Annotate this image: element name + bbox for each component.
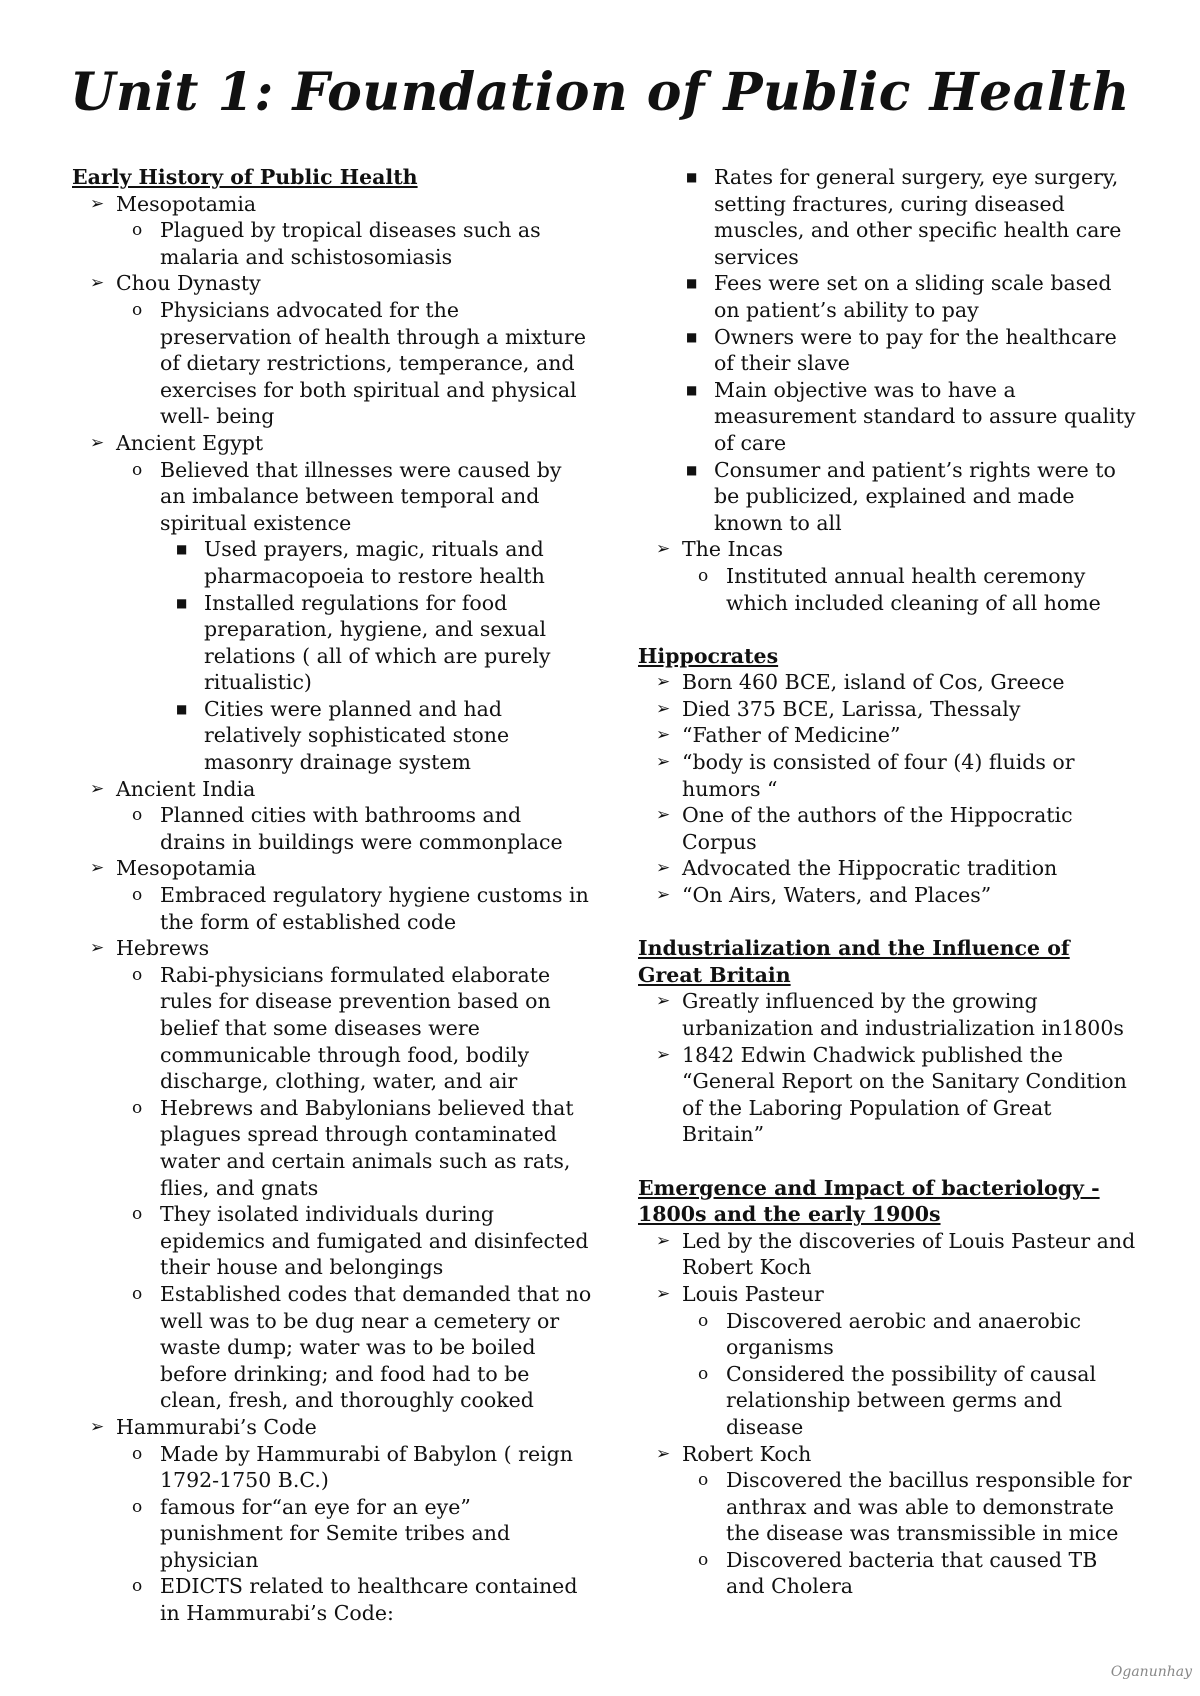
arrow-bullet-icon: ➢ bbox=[656, 858, 671, 879]
list-item: o Embraced regulatory hygiene customs in the form of established code bbox=[132, 883, 589, 934]
arrow-bullet-icon: ➢ bbox=[656, 539, 671, 560]
page-title: Unit 1: Foundation of Public Health bbox=[70, 62, 1130, 123]
square-bullet-icon: ■ bbox=[686, 329, 698, 344]
list-item: ■ Rates for general surgery, eye surgery, setting fractures, curing diseased muscles, and other specific health care services bbox=[686, 165, 1122, 269]
list-item: o Planned cities with bathrooms and drains in buildings were commonplace bbox=[132, 803, 563, 854]
circle-bullet-icon: o bbox=[698, 1470, 709, 1491]
arrow-bullet-icon: ➢ bbox=[656, 752, 671, 773]
arrow-bullet-icon: ➢ bbox=[656, 1443, 671, 1464]
arrow-bullet-icon: ➢ bbox=[656, 672, 671, 693]
industrialization-list bbox=[638, 988, 1138, 1148]
square-bullet-icon: ■ bbox=[176, 701, 188, 716]
list-item: ■ Consumer and patient’s rights were to be publicized, explained and made known to all bbox=[686, 457, 1116, 535]
list-item: ➢ Mesopotamia o Embraced regulatory hygiene customs in the form of established code bbox=[72, 855, 592, 935]
list-item: ➢ Hammurabi’s Code o Made by Hammurabi of Babylon ( reign 1792-1750 B.C.) o famous for“an eye for an eye” punishment for Semite tribes and physician o EDICTS related to healthcare contained in Hammurabi’s Code: bbox=[72, 1414, 592, 1627]
square-bullet-icon: ■ bbox=[686, 276, 698, 291]
arrow-bullet-icon: ➢ bbox=[656, 1283, 671, 1304]
circle-bullet-icon: o bbox=[132, 220, 143, 241]
section-heading-bacteriology: Emergence and Impact of bacteriology - 1800s and the early 1900s bbox=[638, 1175, 1100, 1227]
incas-list bbox=[638, 536, 1138, 616]
circle-bullet-icon: o bbox=[698, 565, 709, 586]
list-item: ➢ “On Airs, Waters, and Places” bbox=[656, 883, 992, 908]
arrow-bullet-icon: ➢ bbox=[90, 193, 105, 214]
circle-bullet-icon: o bbox=[698, 1549, 709, 1570]
list-item: ➢ One of the authors of the Hippocratic Corpus bbox=[656, 803, 1073, 854]
list-item: o Plagued by tropical diseases such as malaria and schistosomiasis bbox=[132, 218, 541, 269]
list-item: o famous for“an eye for an eye” punishment for Semite tribes and physician bbox=[132, 1494, 511, 1572]
early-history-list bbox=[72, 191, 592, 1627]
list-item: o EDICTS related to healthcare contained in Hammurabi’s Code: bbox=[132, 1574, 578, 1626]
list-item: ➢ Robert Koch o Discovered the bacillus responsible for anthrax and was able to demonstrate the disease was transmissible in mice o Discovered bacteria that caused TB and Cholera bbox=[638, 1441, 1138, 1601]
arrow-bullet-icon: ➢ bbox=[90, 1416, 105, 1437]
list-item: o Established codes that demanded that no well was to be dug near a cemetery or waste dump; water was to be boiled before drinking; and food had to be clean, fresh, and thoroughly cooked bbox=[132, 1281, 592, 1413]
arrow-bullet-icon: ➢ bbox=[90, 858, 105, 879]
arrow-bullet-icon: ➢ bbox=[656, 725, 671, 746]
section-heading-industrialization: Industrialization and the Influence of Great Britain bbox=[638, 936, 1070, 987]
list-item: ➢ “body is consisted of four (4) fluids or humors “ bbox=[656, 750, 1075, 801]
list-item: ➢ Chou Dynasty o Physicians advocated for the preservation of health through a mixture of dietary restrictions, temperance, and exercises for both spiritual and physical well- being bbox=[72, 270, 592, 430]
circle-bullet-icon: o bbox=[132, 885, 143, 906]
circle-bullet-icon: o bbox=[132, 1204, 143, 1225]
edicts-list bbox=[638, 164, 1138, 536]
list-item: ➢ Led by the discoveries of Louis Pasteur and Robert Koch bbox=[656, 1228, 1136, 1280]
list-item: ➢ 1842 Edwin Chadwick published the “General Report on the Sanitary Condition of the Laboring Population of Great Britain” bbox=[656, 1042, 1127, 1147]
list-item: o Instituted annual health ceremony which included cleaning of all home bbox=[698, 563, 1101, 615]
list-item: ■ Owners were to pay for the healthcare of their slave bbox=[686, 324, 1117, 376]
arrow-bullet-icon: ➢ bbox=[656, 1044, 671, 1065]
bacteriology-list bbox=[638, 1228, 1138, 1600]
arrow-bullet-icon: ➢ bbox=[656, 991, 671, 1012]
section-heading-early-history: Early History of Public Health bbox=[72, 165, 418, 189]
circle-bullet-icon: o bbox=[132, 1443, 143, 1464]
list-item: ➢ Died 375 BCE, Larissa, Thessaly bbox=[656, 696, 1021, 721]
list-item: ➢ Ancient India o Planned cities with bathrooms and drains in buildings were commonplace bbox=[72, 776, 592, 856]
circle-bullet-icon: o bbox=[132, 459, 143, 480]
list-item: ■ Main objective was to have a measurement standard to assure quality of care bbox=[686, 377, 1136, 455]
list-item: ➢ Hebrews o Rabi-physicians formulated elaborate rules for disease prevention based on belief that some diseases were communicable through food, bodily discharge, clothing, water, and air o Hebrews and Babylonians believed that plagues spread through contaminated water and certain animals such as rats, flies, and gnats o They isolated individuals during epidemics and fumigated and disinfected their house and belongings o Established codes that demanded that no well was to be dug near a cemetery or waste dump; water was to be boiled before drinking; and food had to be clean, fresh, and thoroughly cooked bbox=[90, 936, 592, 1413]
list-item: ➢ Advocated the Hippocratic tradition bbox=[656, 856, 1058, 881]
arrow-bullet-icon: ➢ bbox=[656, 805, 671, 826]
arrow-bullet-icon: ➢ bbox=[90, 432, 105, 453]
circle-bullet-icon: o bbox=[132, 1576, 143, 1597]
list-item: ➢ Mesopotamia o Plagued by tropical diseases such as malaria and schistosomiasis bbox=[72, 191, 592, 271]
arrow-bullet-icon: ➢ bbox=[90, 778, 105, 799]
list-item: o Believed that illnesses were caused by an imbalance between temporal and spiritual existence ■ Used prayers, magic, rituals and pharmacopoeia to restore health ■ Installed regulations for food preparation, hygiene, and sexual relations ( all of which are purely ritualistic) ■ Cities were planned and had relatively sophisticated stone masonry drainage system bbox=[116, 457, 592, 776]
circle-bullet-icon: o bbox=[132, 299, 143, 320]
list-item: o Discovered bacteria that caused TB and Cholera bbox=[698, 1547, 1098, 1599]
list-item: ➢ Louis Pasteur o Discovered aerobic and anaerobic organisms o Considered the possibility of causal relationship between germs and disease bbox=[638, 1281, 1138, 1441]
square-bullet-icon: ■ bbox=[176, 542, 188, 557]
list-item: ■ Used prayers, magic, rituals and pharmacopoeia to restore health bbox=[176, 537, 545, 588]
section-heading-hippocrates: Hippocrates bbox=[638, 643, 779, 668]
circle-bullet-icon: o bbox=[132, 1097, 143, 1118]
square-bullet-icon: ■ bbox=[176, 595, 188, 610]
signature: Oganunhay bbox=[1110, 1664, 1192, 1680]
circle-bullet-icon: o bbox=[698, 1363, 709, 1384]
arrow-bullet-icon: ➢ bbox=[656, 698, 671, 719]
arrow-bullet-icon: ➢ bbox=[656, 885, 671, 906]
list-item: o Considered the possibility of causal relationship between germs and disease bbox=[698, 1361, 1097, 1439]
list-item: ➢ Ancient Egypt o Believed that illnesses were caused by an imbalance between temporal and spiritual existence ■ Used prayers, magic, rituals and pharmacopoeia to restore health ■ Installed regulations for food preparation, hygiene, and sexual relations ( all of which are purely ritualistic) ■ Cities were planned and had relatively sophisticated stone masonry drainage system bbox=[72, 430, 592, 776]
list-item: o Physicians advocated for the preservation of health through a mixture of dietary restrictions, temperance, and exercises for both spiritual and physical well- being bbox=[132, 297, 586, 429]
hippocrates-list bbox=[638, 669, 1138, 908]
list-item: o They isolated individuals during epidemics and fumigated and disinfected their house and belongings bbox=[132, 1202, 589, 1280]
circle-bullet-icon: o bbox=[132, 805, 143, 826]
right-column bbox=[638, 164, 1138, 1600]
list-item: ➢ The Incas o Instituted annual health ceremony which included cleaning of all home bbox=[638, 536, 1138, 616]
square-bullet-icon: ■ bbox=[686, 170, 698, 184]
arrow-bullet-icon: ➢ bbox=[656, 1230, 671, 1251]
list-item: o Discovered the bacillus responsible for anthrax and was able to demonstrate the disease was transmissible in mice bbox=[698, 1468, 1132, 1546]
list-item: ➢ “Father of Medicine” bbox=[656, 723, 901, 748]
circle-bullet-icon: o bbox=[132, 1283, 143, 1304]
list-item: ■ Installed regulations for food preparation, hygiene, and sexual relations ( all of which are purely ritualistic) bbox=[176, 590, 551, 695]
left-column bbox=[72, 164, 592, 1627]
list-item: ➢ Born 460 BCE, island of Cos, Greece bbox=[656, 670, 1065, 695]
list-item: ■ Cities were planned and had relatively sophisticated stone masonry drainage system bbox=[176, 696, 510, 775]
circle-bullet-icon: o bbox=[132, 964, 143, 985]
list-item: o Hebrews and Babylonians believed that plagues spread through contaminated water and certain animals such as rats, flies, and gnats bbox=[132, 1095, 574, 1200]
circle-bullet-icon: o bbox=[132, 1496, 143, 1517]
circle-bullet-icon: o bbox=[698, 1310, 709, 1331]
list-item: o Rabi-physicians formulated elaborate rules for disease prevention based on belief that some diseases were communicable through food, bodily discharge, clothing, water, and air bbox=[132, 962, 551, 1094]
list-item: ➢ Greatly influenced by the growing urbanization and industrialization in1800s bbox=[656, 989, 1124, 1040]
square-bullet-icon: ■ bbox=[686, 382, 698, 397]
list-item: ■ Fees were set on a sliding scale based on patient’s ability to pay bbox=[686, 271, 1112, 322]
list-item: o Discovered aerobic and anaerobic organisms bbox=[698, 1308, 1081, 1360]
arrow-bullet-icon: ➢ bbox=[90, 273, 105, 294]
arrow-bullet-icon: ➢ bbox=[90, 938, 105, 959]
list-item: o Made by Hammurabi of Babylon ( reign 1792-1750 B.C.) bbox=[132, 1441, 573, 1493]
square-bullet-icon: ■ bbox=[686, 462, 698, 477]
